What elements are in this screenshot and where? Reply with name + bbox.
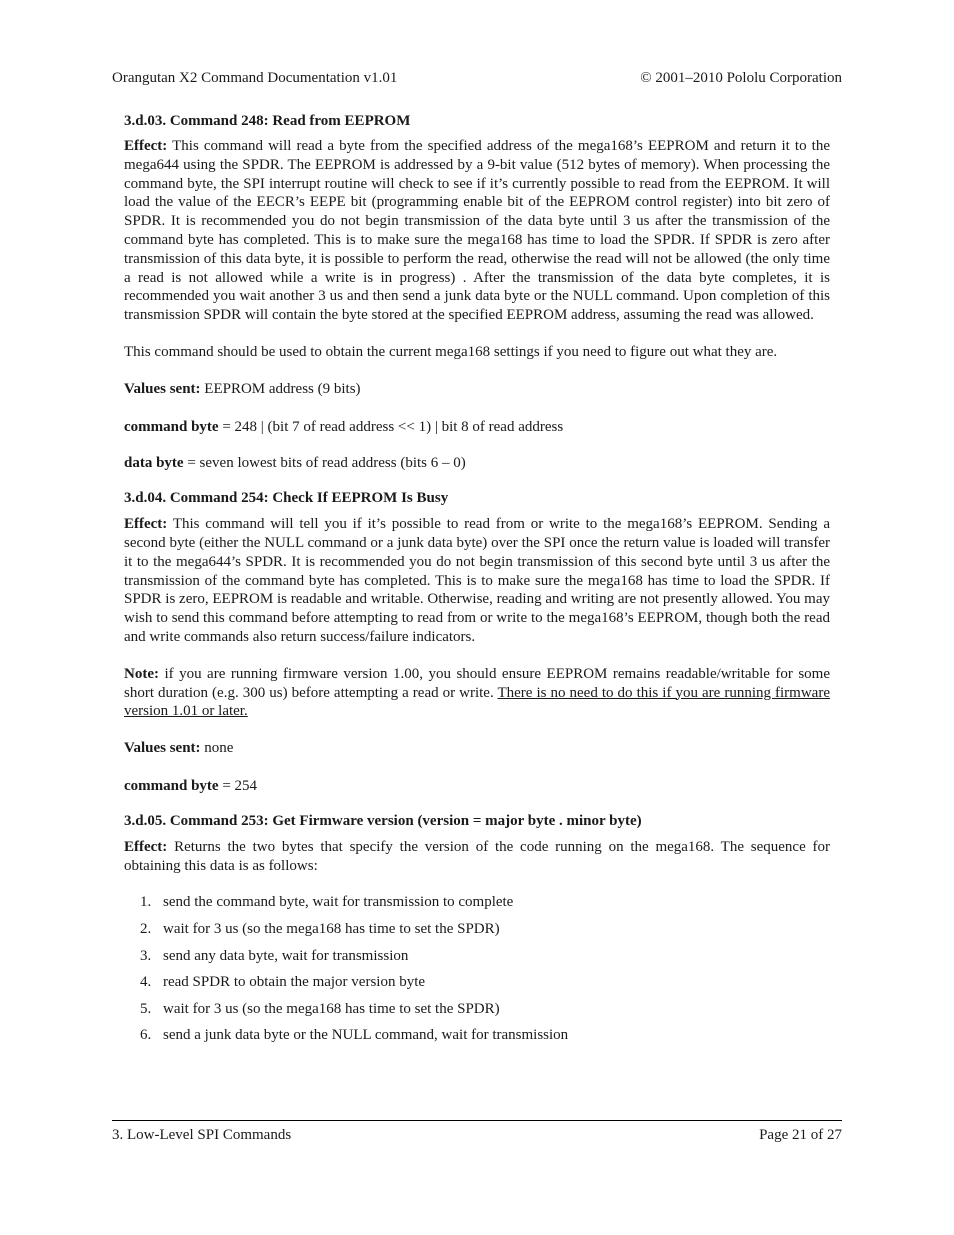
list-item-number: 2. (140, 920, 152, 937)
list-item (124, 1026, 830, 1053)
effect-text: Returns the two bytes that specify the version of the code running on the mega168. The sequence for obtaining this data is as follows: (124, 838, 830, 874)
cmd248-usage-note: This command should be used to obtain the current mega168 settings if you need to figure out what they are. (124, 343, 778, 360)
list-item-text: wait for 3 us (so the mega168 has time to set the SPDR) (163, 920, 500, 937)
cmd254-effect-paragraph (124, 515, 830, 647)
effect-text: This command will read a byte from the specified address of the mega168’s EEPROM and return it to the mega644 using the SPDR. The EEPROM is addressed by a 9-bit value (512 bytes of memory). When processing the command byte, the SPI interrupt routine will check to see if it’s currently possible to read from the EEPROM. It will load the value of the EECR’s EEPE bit (programming enable bit of the EEPROM control register) into bit zero of SPDR. It is recommended you do not begin transmission of the data byte until 3 us after the transmission of the command byte has completed. This is to make sure the mega168 has time to load the SPDR. If SPDR is zero after transmission of this data byte, it is possible to perform the read, otherwise the read will not be allowed (the only time a read is not allowed while a write is in progress) . After the transmission of the data byte completes, it is recommended you wait another 3 us and then send a junk data byte or the NULL command. Upon completion of this transmission SPDR will contain the byte stored at the specified EEPROM address, assuming the read was allowed. (124, 138, 830, 324)
footer-page-number: Page 21 of 27 (759, 1127, 842, 1143)
command-byte-label: command byte (124, 418, 219, 435)
list-item-text: wait for 3 us (so the mega168 has time to set the SPDR) (163, 1000, 500, 1017)
list-item (124, 893, 830, 920)
values-sent-label: Values sent: (124, 380, 201, 397)
list-item-number: 3. (140, 947, 152, 964)
cmd248-data-byte (124, 454, 830, 473)
list-item-number: 5. (140, 1000, 152, 1017)
note-label: Note: (124, 665, 159, 682)
note-text: if you are running firmware version 1.00, you should ensure EEPROM remains readable/writable for some short duration (e.g. 300 us) before attempting a read or write. (124, 665, 830, 701)
data-byte-label: data byte (124, 455, 184, 472)
section-heading-cmd254: 3.d.04. Command 254: Check If EEPROM Is Busy (124, 490, 449, 507)
list-item-number: 1. (140, 894, 152, 911)
list-item (124, 973, 830, 1000)
cmd254-note-paragraph (124, 665, 830, 721)
footer-divider (112, 1120, 842, 1121)
list-item (124, 920, 830, 947)
header-doc-title: Orangutan X2 Command Documentation v1.01 (112, 70, 398, 86)
page-content (124, 111, 830, 1053)
data-byte-text: = seven lowest bits of read address (bits 6 – 0) (183, 455, 466, 472)
command-byte-text: = 248 | (bit 7 of read address << 1) | bit 8 of read address (218, 418, 564, 435)
cmd254-values-sent (124, 739, 830, 758)
list-item-text: send a junk data byte or the NULL command, wait for transmission (163, 1027, 569, 1044)
effect-label: Effect: (124, 516, 168, 533)
list-item-text: send any data byte, wait for transmission (163, 947, 409, 964)
cmd248-values-sent (124, 380, 830, 399)
effect-text: This command will tell you if it’s possible to read from or write to the mega168’s EEPROM. Sending a second byte (either the NULL command or a junk data byte) over the SPI once the return value is loaded will transfer it to the mega644’s SPDR. It is recommended you do not begin transmission of this second byte until 3 us after the transmission of the command byte has completed. This is to make sure the mega168 has time to load the SPDR. If SPDR is zero, EEPROM is readable and writable. Otherwise, reading and writing are not presently allowed. You may wish to send this command before attempting to read from or write to the mega168’s EEPROM, though both the read and write commands also return success/failure indicators. (124, 516, 830, 645)
cmd248-command-byte (124, 418, 830, 437)
effect-label: Effect: (124, 838, 168, 855)
cmd248-effect-paragraph (124, 137, 830, 325)
list-item (124, 947, 830, 974)
header-copyright: © 2001–2010 Pololu Corporation (640, 70, 842, 86)
values-sent-label: Values sent: (124, 740, 201, 757)
cmd253-effect-paragraph (124, 838, 830, 876)
footer-chapter: 3. Low-Level SPI Commands (112, 1127, 292, 1143)
values-sent-text: EEPROM address (9 bits) (200, 380, 361, 397)
command-byte-label: command byte (124, 777, 219, 794)
effect-label: Effect: (124, 138, 168, 154)
page-footer (112, 1127, 842, 1147)
command-byte-text: = 254 (218, 777, 258, 794)
values-sent-text: none (200, 740, 234, 757)
note-underlined-text: There is no need to do this if you are running firmware version 1.01 or later. (124, 684, 830, 720)
list-item-number: 4. (140, 974, 152, 991)
list-item-number: 6. (140, 1027, 152, 1044)
section-heading-cmd253: 3.d.05. Command 253: Get Firmware version (version = major byte . minor byte) (124, 812, 642, 829)
section-heading-cmd248: 3.d.03. Command 248: Read from EEPROM (124, 113, 411, 129)
cmd254-command-byte (124, 777, 830, 796)
page-header (112, 70, 842, 90)
firmware-version-steps-list (124, 893, 830, 1053)
list-item-text: read SPDR to obtain the major version byte (163, 974, 426, 991)
list-item-text: send the command byte, wait for transmission to complete (163, 894, 514, 911)
list-item (124, 1000, 830, 1027)
